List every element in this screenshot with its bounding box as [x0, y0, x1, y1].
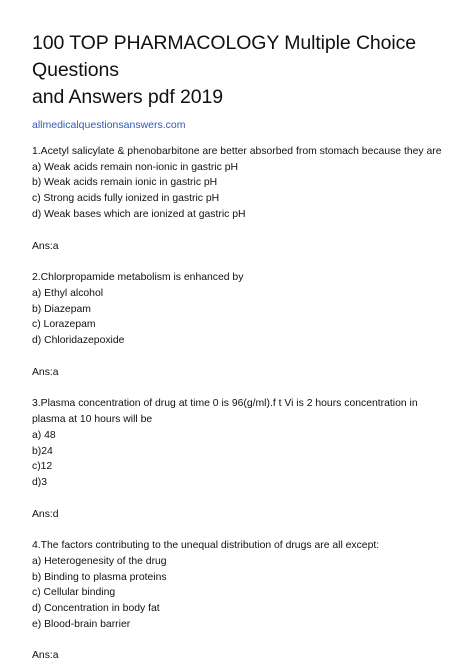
question-4-option-e: e) Blood-brain barrier	[32, 618, 131, 630]
question-3-option-b: b)24	[32, 445, 53, 457]
document-page	[32, 30, 452, 663]
question-4-option-b: b) Binding to plasma proteins	[32, 571, 167, 583]
question-2-option-c: c) Lorazepam	[32, 319, 96, 331]
question-1-option-c: c) Strong acids fully ionized in gastric pH	[32, 193, 220, 205]
question-4-text: 4.The factors contributing to the unequal distribution of drugs are all except:	[32, 540, 380, 552]
page-title-line-1: 100 TOP PHARMACOLOGY Multiple Choice Questions	[32, 32, 417, 81]
question-4-answer: Ans:a	[32, 649, 59, 661]
question-2-text: 2.Chlorpropamide metabolism is enhanced by	[32, 272, 244, 284]
question-3-text-line-1: 3.Plasma concentration of drug at time 0 is 96(g/ml).f t Vi is 2 hours concentration in	[32, 398, 418, 410]
question-4-option-a: a) Heterogenesity of the drug	[32, 556, 167, 568]
question-4-option-c: c) Cellular binding	[32, 587, 116, 599]
question-3-option-a: a) 48	[32, 429, 56, 441]
page-title	[32, 30, 452, 111]
question-3-text-line-2: plasma at 10 hours will be	[32, 414, 153, 426]
question-3-answer: Ans:d	[32, 508, 59, 520]
question-2-answer: Ans:a	[32, 366, 59, 378]
question-2-option-a: a) Ethyl alcohol	[32, 287, 104, 299]
question-3	[32, 396, 452, 490]
question-2-option-d: d) Chloridazepoxide	[32, 335, 125, 347]
question-3-option-d: d)3	[32, 476, 48, 488]
question-3-option-c: c)12	[32, 461, 53, 473]
question-2	[32, 270, 452, 349]
question-1-answer: Ans:a	[32, 240, 59, 252]
question-1-option-b: b) Weak acids remain ionic in gastric pH	[32, 177, 218, 189]
question-4	[32, 538, 452, 632]
question-1-option-a: a) Weak acids remain non-ionic in gastric pH	[32, 161, 238, 173]
question-2-option-b: b) Diazepam	[32, 303, 91, 315]
question-1	[32, 144, 452, 223]
question-1-option-d: d) Weak bases which are ionized at gastric pH	[32, 208, 246, 220]
question-1-text: 1.Acetyl salicylate & phenobarbitone are better absorbed from stomach because they are	[32, 146, 442, 157]
source-link[interactable]: allmedicalquestionsanswers.com	[32, 119, 186, 131]
question-4-option-d: d) Concentration in body fat	[32, 603, 160, 615]
page-title-line-2: and Answers pdf 2019	[32, 86, 223, 108]
